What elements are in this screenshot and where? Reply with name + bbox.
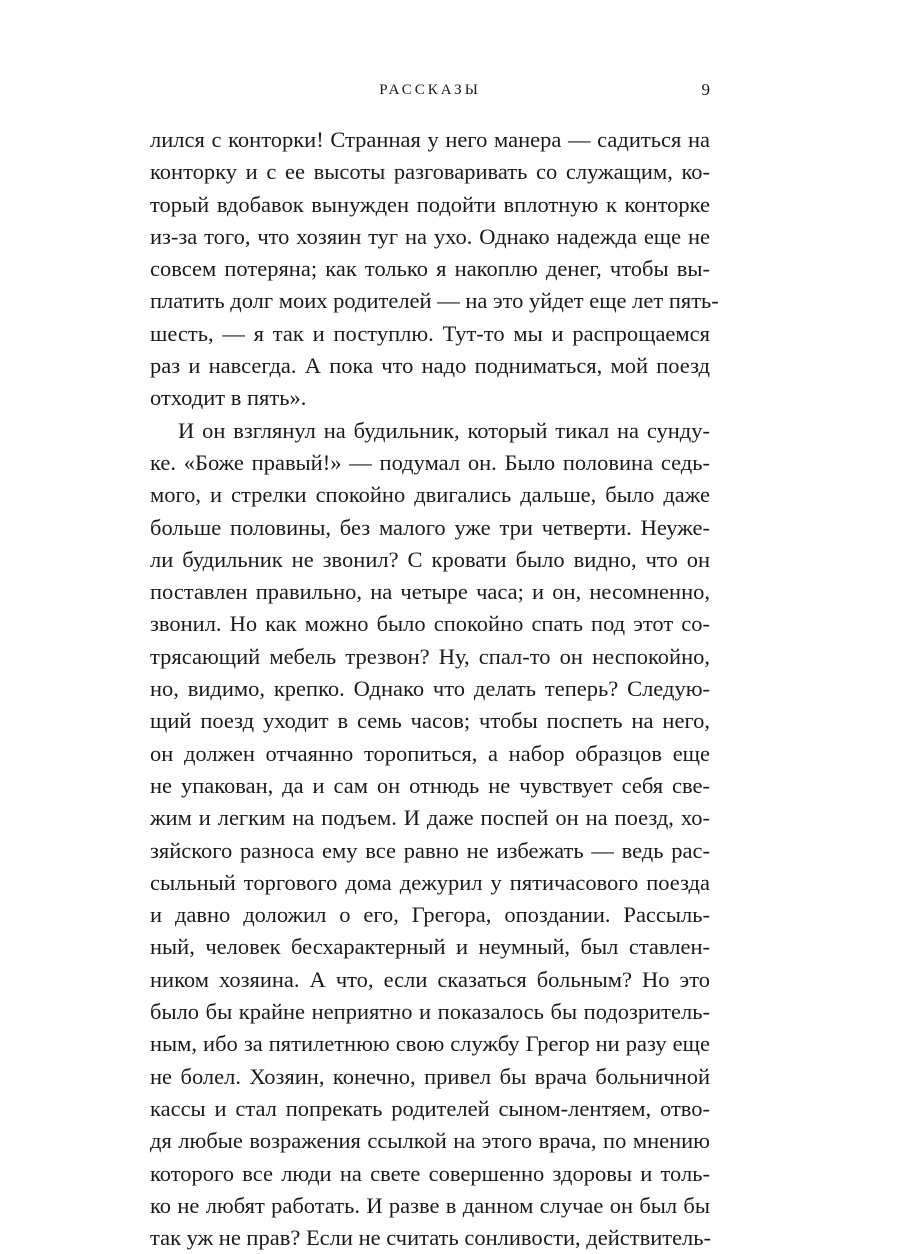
text-line: кассы и стал попрекать родителей сыном-лентяем, отво- <box>150 1095 710 1121</box>
text-line: он должен отчаянно торопиться, а набор образцов еще <box>150 740 710 766</box>
text-line: ный, человек бесхарактерный и неумный, был ставлен- <box>150 934 710 960</box>
text-line: ко не любят работать. И разве в данном случае он был бы <box>150 1192 710 1218</box>
paragraph-first-line: И он взглянул на будильник, который тикал на сунду- <box>178 417 710 443</box>
text-line: но, видимо, крепко. Однако что делать теперь? Следую- <box>150 676 710 702</box>
text-line: из-за того, что хозяин туг на ухо. Однако надежда еще не <box>150 223 710 249</box>
text-line: сыльный торгового дома дежурил у пятичасового поезда <box>150 869 710 895</box>
text-line: ным, ибо за пятилетнюю свою службу Грегор ни разу еще <box>150 1031 710 1057</box>
body-text <box>150 124 719 1254</box>
text-line: мого, и стрелки спокойно двигались дальше, было даже <box>150 482 710 508</box>
page-number: 9 <box>701 80 710 99</box>
text-line: зяйского разноса ему все равно не избежать — ведь рас- <box>150 837 710 863</box>
text-line: так уж не прав? Если не считать сонливости, действитель- <box>150 1225 712 1251</box>
text-line: не болел. Хозяин, конечно, привел бы врача больничной <box>150 1063 710 1089</box>
running-head <box>150 78 710 102</box>
text-line: было бы крайне неприятно и показалось бы подозритель- <box>150 999 710 1025</box>
text-line: щий поезд уходит в семь часов; чтобы поспеть на него, <box>150 708 710 734</box>
text-line: ли будильник не звонил? С кровати было видно, что он <box>150 546 710 572</box>
text-line: которого все люди на свете совершенно здоровы и толь- <box>150 1160 710 1186</box>
text-line: жим и легким на подъем. И даже поспей он на поезд, хо- <box>150 805 710 831</box>
text-line: лился с конторки! Странная у него манера — садиться на <box>150 127 710 152</box>
paragraph-end-line: отходит в пять». <box>150 385 307 411</box>
running-title: РАССКАЗЫ <box>379 82 481 98</box>
text-line: и давно доложил о его, Грегора, опоздании. Рассыль- <box>150 902 710 928</box>
text-line: ке. «Боже правый!» — подумал он. Было половина седь- <box>150 449 710 475</box>
text-line: не упакован, да и сам он отнюдь не чувствует себя све- <box>150 772 710 798</box>
text-line: раз и навсегда. А пока что надо подниматься, мой поезд <box>150 353 710 379</box>
text-line: поставлен правильно, на четыре часа; и он, несомненно, <box>150 579 710 605</box>
text-line: ником хозяина. А что, если сказаться больным? Но это <box>150 966 710 992</box>
text-line: больше половины, без малого уже три четверти. Неуже- <box>150 514 710 540</box>
text-line: торый вдобавок вынужден подойти вплотную к конторке <box>150 191 710 217</box>
text-line: шесть, — я так и поступлю. Тут-то мы и распрощаемся <box>150 320 710 346</box>
text-line: дя любые возражения ссылкой на этого врача, по мнению <box>150 1128 710 1154</box>
text-line: трясающий мебель трезвон? Ну, спал-то он неспокойно, <box>150 643 710 669</box>
text-line: совсем потеряна; как только я накоплю денег, чтобы вы- <box>150 256 710 282</box>
text-line: конторку и с ее высоты разговаривать со служащим, ко- <box>150 159 710 185</box>
text-line: платить долг моих родителей — на это уйдет еще лет пять- <box>150 288 719 314</box>
text-line: звонил. Но как можно было спокойно спать под этот со- <box>150 611 710 637</box>
